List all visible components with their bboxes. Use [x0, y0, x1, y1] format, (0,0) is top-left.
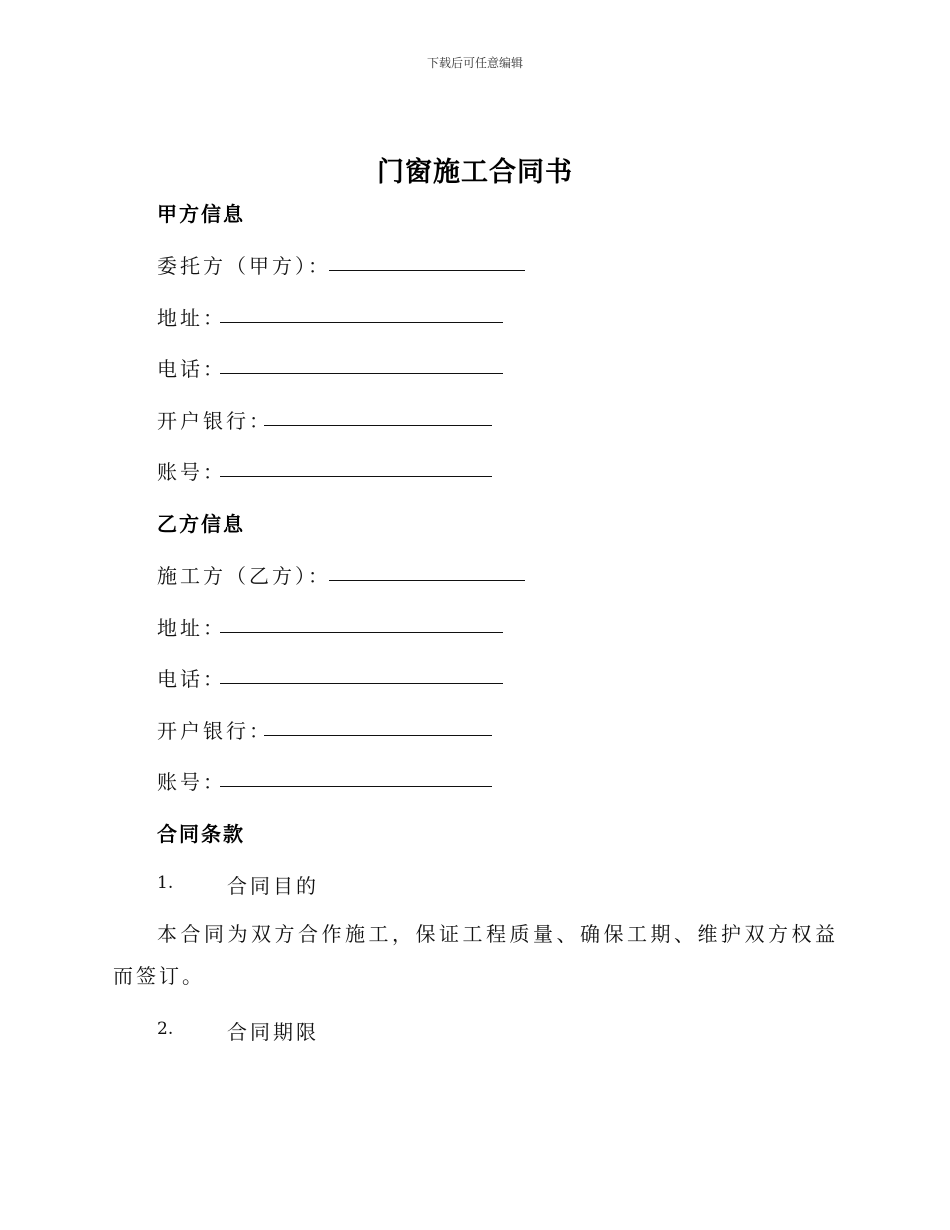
- header-note: 下载后可任意编辑: [426, 56, 523, 70]
- party-b-contractor-label: 施工方（乙方）：: [157, 564, 331, 588]
- party-b-address-blank[interactable]: [220, 632, 503, 633]
- party-a-bank-blank[interactable]: [264, 425, 492, 426]
- party-a-account-blank[interactable]: [220, 476, 492, 477]
- clause-1-body: 本合同为双方合作施工，保证工程质量、确保工期、维护双方权益而签订。: [113, 922, 838, 988]
- party-b-phone-blank[interactable]: [220, 683, 503, 684]
- party-b-bank-blank[interactable]: [264, 735, 492, 736]
- party-b-account-label: 账号：: [157, 770, 226, 794]
- party-a-phone-label: 电话：: [157, 357, 226, 381]
- clause-2-number: 2.: [157, 1019, 174, 1039]
- party-b-contractor-blank[interactable]: [329, 580, 525, 581]
- party-a-address-blank[interactable]: [220, 322, 503, 323]
- party-b-heading: 乙方信息: [157, 512, 245, 536]
- party-b-bank-label: 开户银行：: [157, 719, 272, 743]
- clause-1-number: 1.: [157, 873, 174, 893]
- clause-2-title: 合同期限: [227, 1020, 319, 1044]
- party-a-address-label: 地址：: [157, 306, 226, 330]
- document-title: 门窗施工合同书: [377, 157, 573, 188]
- party-a-client-label: 委托方（甲方）：: [157, 254, 331, 278]
- party-a-bank-label: 开户银行：: [157, 409, 272, 433]
- clause-1-title: 合同目的: [227, 874, 319, 898]
- party-a-account-label: 账号：: [157, 460, 226, 484]
- party-a-heading: 甲方信息: [157, 202, 245, 226]
- terms-heading: 合同条款: [157, 822, 245, 846]
- party-a-client-blank[interactable]: [329, 270, 525, 271]
- party-b-account-blank[interactable]: [220, 786, 492, 787]
- party-a-phone-blank[interactable]: [220, 373, 503, 374]
- party-b-address-label: 地址：: [157, 616, 226, 640]
- party-b-phone-label: 电话：: [157, 667, 226, 691]
